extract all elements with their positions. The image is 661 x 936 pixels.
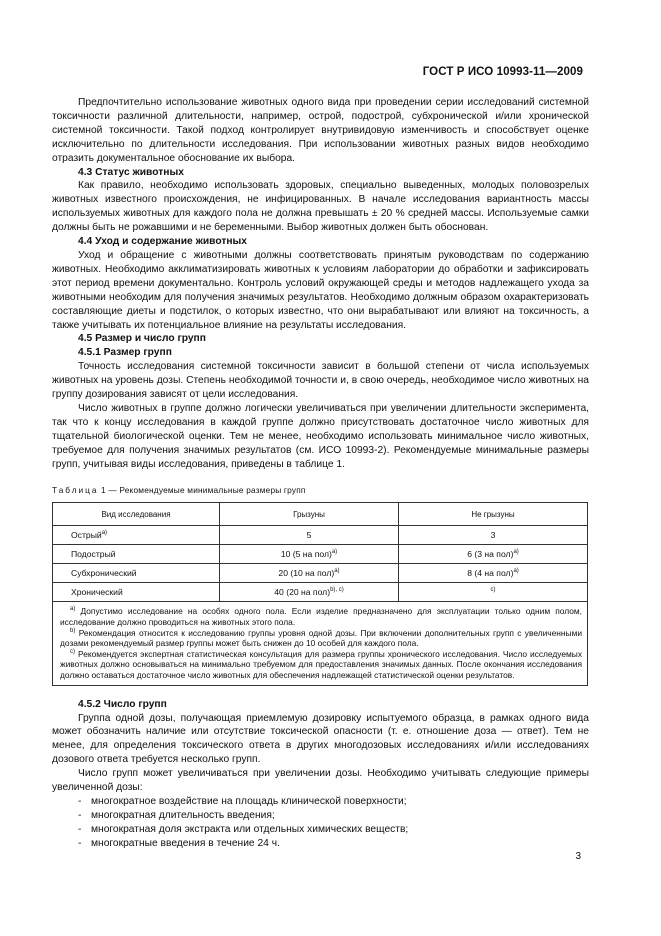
- page-number: 3: [575, 851, 581, 862]
- section-heading-4-5-2: 4.5.2 Число групп: [78, 698, 167, 710]
- table-notes: [53, 602, 588, 685]
- paragraph: Уход и обращение с животными должны соответствовать принятым руководствам по содержанию животных. Необходимо акклиматизировать животных к условиям лаборатории до обработки и зафиксировать этот период времени документально. Контроль условий окружающей среды и методов надлежащего ухода за животными необходим для получения значимых результатов. Необходимо должным образом охарактеризовать составляющие диеты и подстилок, о которых известно, что они вырабатывают или влияют на токсичность, а также учитывать их потенциальное влияние на результаты исследования.: [52, 249, 589, 331]
- table-caption-text: 1 — Рекомендуемые минимальные размеры групп: [101, 485, 306, 496]
- paragraph: Число групп может увеличиваться при увеличении дозы. Необходимо учитывать следующие примеры увеличенной дозы:: [52, 768, 589, 794]
- table-cell-nonrodents: 8 (4 на пол)$^{a)}$: [399, 564, 588, 583]
- group-size-table: [52, 502, 588, 685]
- table-caption-word: Таблица: [52, 485, 99, 496]
- table-note: $^{a)}$ Допустимо исследование на особях одного пола. Если изделие предназначено для эксплуатации только одним полом, исследование должно проводиться на животных этого пола.: [60, 606, 582, 628]
- table-cell-rodents: 5: [220, 526, 399, 545]
- table-row: [53, 564, 588, 583]
- table-note: $^{b)}$ Рекомендация относится к исследованию группы уровня одной дозы. При включении дополнительных групп с увеличенными дозами рекомендуемый размер группы может быть снижен до 10 особей для каждого пола.: [60, 627, 583, 649]
- table-cell-rodents: 10 (5 на пол)$^{a)}$: [220, 545, 399, 564]
- table-cell-nonrodents: 6 (3 на пол)$^{a)}$: [399, 545, 588, 564]
- table-caption: [52, 484, 589, 496]
- table-header-row: [53, 503, 588, 526]
- table-cell-nonrodents: c): [399, 583, 588, 602]
- document-body: [52, 96, 589, 851]
- list-item: - многократные введения в течение 24 ч.: [78, 837, 589, 851]
- list-item: - многократная длительность введения;: [78, 809, 589, 823]
- table-header-cell: Грызуны: [220, 503, 399, 526]
- paragraph: Точность исследования системной токсичности зависит в большой степени от числа используемых животных на уровень дозы. Степень необходимой точности и, в свою очередь, необходимое число животных на группу дозирования зависят от цели исследования.: [52, 361, 589, 401]
- list-item: - многократное воздействие на площадь клинической поверхности;: [78, 795, 589, 809]
- table-row: [53, 583, 588, 602]
- table-row: [53, 526, 588, 545]
- table-cell-nonrodents: 3: [399, 526, 588, 545]
- table-notes-row: [53, 602, 588, 685]
- section-heading-4-3: 4.3 Статус животных: [78, 166, 184, 178]
- section-heading-4-5-1: 4.5.1 Размер групп: [78, 347, 172, 359]
- list-item: - многократная доля экстракта или отдельных химических веществ;: [78, 823, 589, 837]
- table-cell-study: Хронический: [53, 583, 220, 602]
- paragraph: Как правило, необходимо использовать здоровых, специально выведенных, молодых половозрелых животных известного происхождения, не инфицированных. В начале исследования вариантность массы используемых животных для каждого пола не должна превышать ± 20 % средней массы. Используемые самки должны быть не рожавшими и не беременными. Выбор животных должен быть обоснован.: [52, 180, 589, 234]
- table-row: [53, 545, 588, 564]
- paragraph: Предпочтительно использование животных одного вида при проведении серии исследований системной токсичности различной длительности, например, острой, подострой, субхронической и/или хронической системной токсичности. Такой подход контролирует внутривидовую изменчивость и способствует оценке исключительно по длительности исследования. При использовании животных разных видов необходимо отразить документальное обоснование их выбора.: [52, 97, 589, 164]
- table-header-cell: Вид исследования: [53, 503, 220, 526]
- table-cell-rodents: 40 (20 на пол)$^{b), c)}$: [220, 583, 399, 602]
- dose-examples-list: [52, 795, 589, 851]
- section-heading-4-5: 4.5 Размер и число групп: [78, 333, 206, 345]
- table-note: $^{c)}$ Рекомендуется экспертная статистическая консультация для размера группы хронического исследования. Число исследуемых животных должно основываться на минимально требуемом для предоставления значимых данных. После окончания исследования должно оставаться достаточное число животных для обеспечения надлежащей статистической оценки результатов.: [60, 648, 583, 681]
- table-header-cell: Не грызуны: [399, 503, 588, 526]
- table-cell-rodents: 20 (10 на пол)$^{a)}$: [220, 564, 399, 583]
- document-header: ГОСТ Р ИСО 10993-11—2009: [422, 66, 583, 78]
- paragraph: Группа одной дозы, получающая приемлемую дозировку испытуемого образца, в рамках одного вида может обозначить наличие или отсутствие токсической опасности (т. е. отношение доза — ответ). Тем не менее, для определения токсического ответа в других многодозовых исследованиях и/или исследованиях дозового ответа требуется несколько групп.: [52, 712, 589, 766]
- table-cell-study: Субхронический: [53, 564, 220, 583]
- table-cell-study: Острый$^{a)}$: [53, 526, 220, 545]
- table-cell-study: Подострый: [53, 545, 220, 564]
- paragraph: Число животных в группе должно логически увеличиваться при увеличении длительности эксперимента, так что к концу исследования в каждой группе должно присутствовать достаточное число животных для тщательной биологической оценки. Тем не менее, необходимо использовать минимальное число животных, требуемое для получения значимых результатов (см. ИСО 10993-2). Рекомендуемые минимальные размеры групп, учитывая виды исследования, приведены в таблице 1.: [52, 402, 589, 470]
- section-heading-4-4: 4.4 Уход и содержание животных: [78, 236, 247, 248]
